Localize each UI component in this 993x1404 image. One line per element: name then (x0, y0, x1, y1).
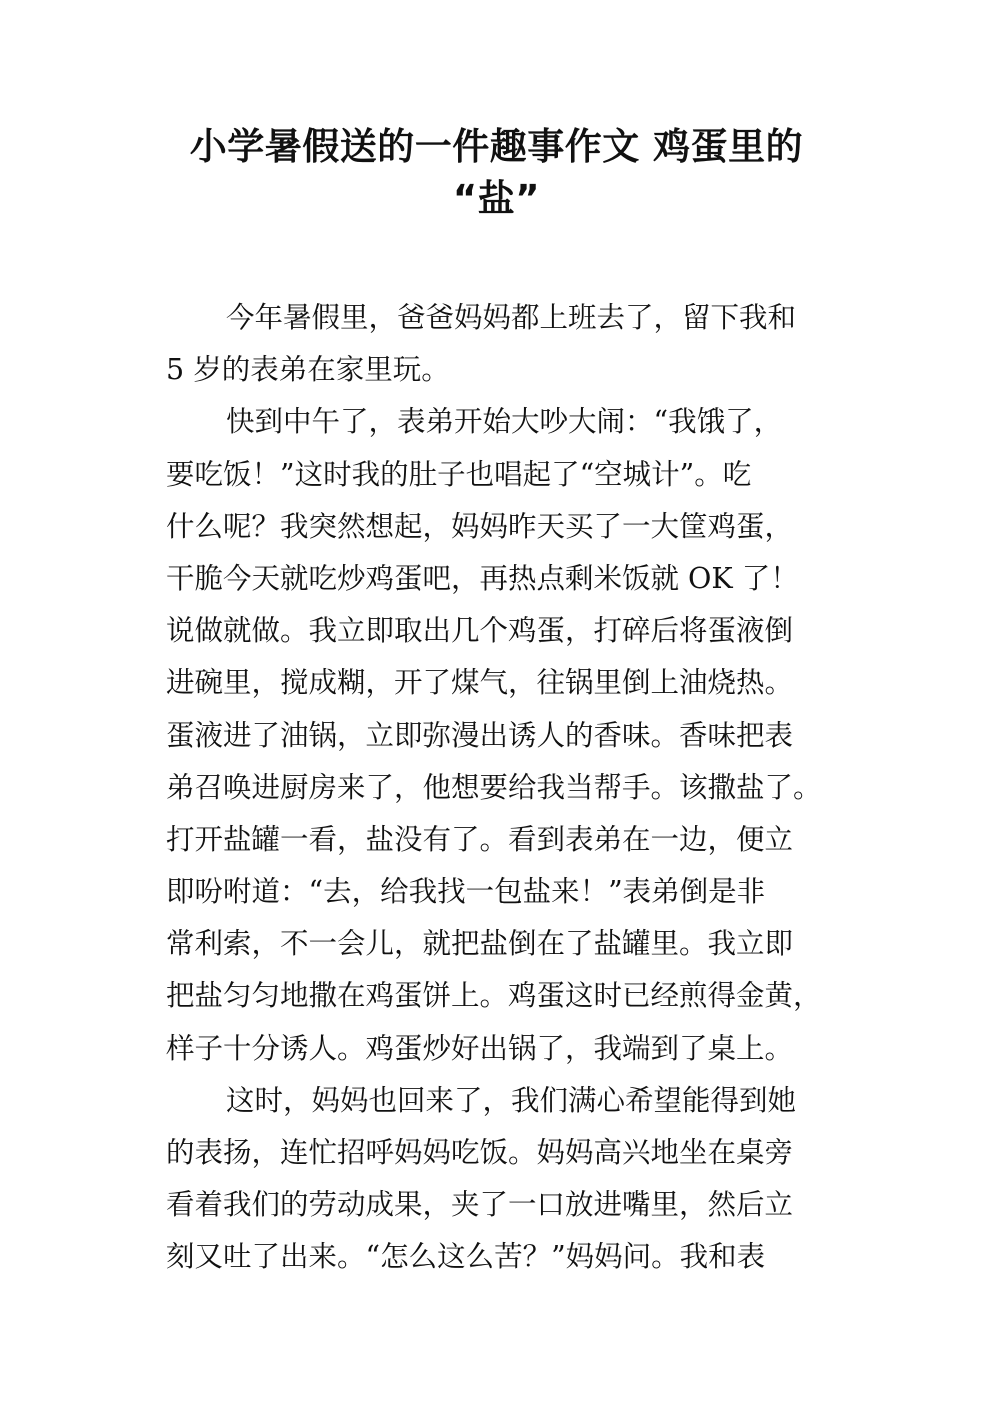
body-line: 什么呢？我突然想起，妈妈昨天买了一大筐鸡蛋， (166, 509, 794, 543)
body-line-paragraph-start: 今年暑假里，爸爸妈妈都上班去了，留下我和 (226, 301, 797, 334)
document-title (150, 118, 843, 222)
body-line: 干脆今天就吃炒鸡蛋吧，再热点剩米饭就 OK 了！ (166, 561, 799, 595)
title-line-1: 小学暑假送的一件趣事作文 鸡蛋里的 (189, 125, 804, 168)
body-line: 的表扬，连忙招呼妈妈吃饭。妈妈高兴地坐在桌旁 (166, 1136, 794, 1169)
body-line: 5 岁的表弟在家里玩。 (166, 353, 450, 387)
body-line: 打开盐罐一看，盐没有了。看到表弟在一边，便立 (166, 822, 794, 856)
body-line: 把盐匀匀地撒在鸡蛋饼上。鸡蛋这时已经煎得金黄， (166, 979, 822, 1013)
body-line-paragraph-start: 这时，妈妈也回来了，我们满心希望能得到她 (226, 1083, 797, 1117)
body-line: 刻又吐了出来。“怎么这么苦？”妈妈问。我和表 (166, 1240, 766, 1274)
body-line: 说做就做。我立即取出几个鸡蛋，打碎后将蛋液倒 (166, 614, 794, 648)
body-line: 蛋液进了油锅，立即弥漫出诱人的香味。香味把表 (166, 718, 794, 752)
title-line-2: “盐” (452, 177, 541, 221)
body-line: 即吩咐道：“去，给我找一包盐来！”表弟倒是非 (166, 875, 766, 909)
body-line: 看着我们的劳动成果，夹了一口放进嘴里，然后立 (166, 1188, 794, 1222)
body-line: 进碗里，搅成糊，开了煤气，往锅里倒上油烧热。 (166, 666, 794, 700)
body-line: 样子十分诱人。鸡蛋炒好出锅了，我端到了桌上。 (166, 1031, 794, 1065)
body-line: 弟召唤进厨房来了，他想要给我当帮手。该撒盐了。 (166, 770, 822, 804)
body-line: 要吃饭！”这时我的肚子也唱起了“空城计”。吃 (166, 457, 752, 491)
body-line-paragraph-start: 快到中午了，表弟开始大吵大闹：“我饿了， (226, 405, 783, 439)
body-line: 常利索，不一会儿，就把盐倒在了盐罐里。我立即 (166, 927, 794, 961)
document-body (166, 292, 846, 1284)
